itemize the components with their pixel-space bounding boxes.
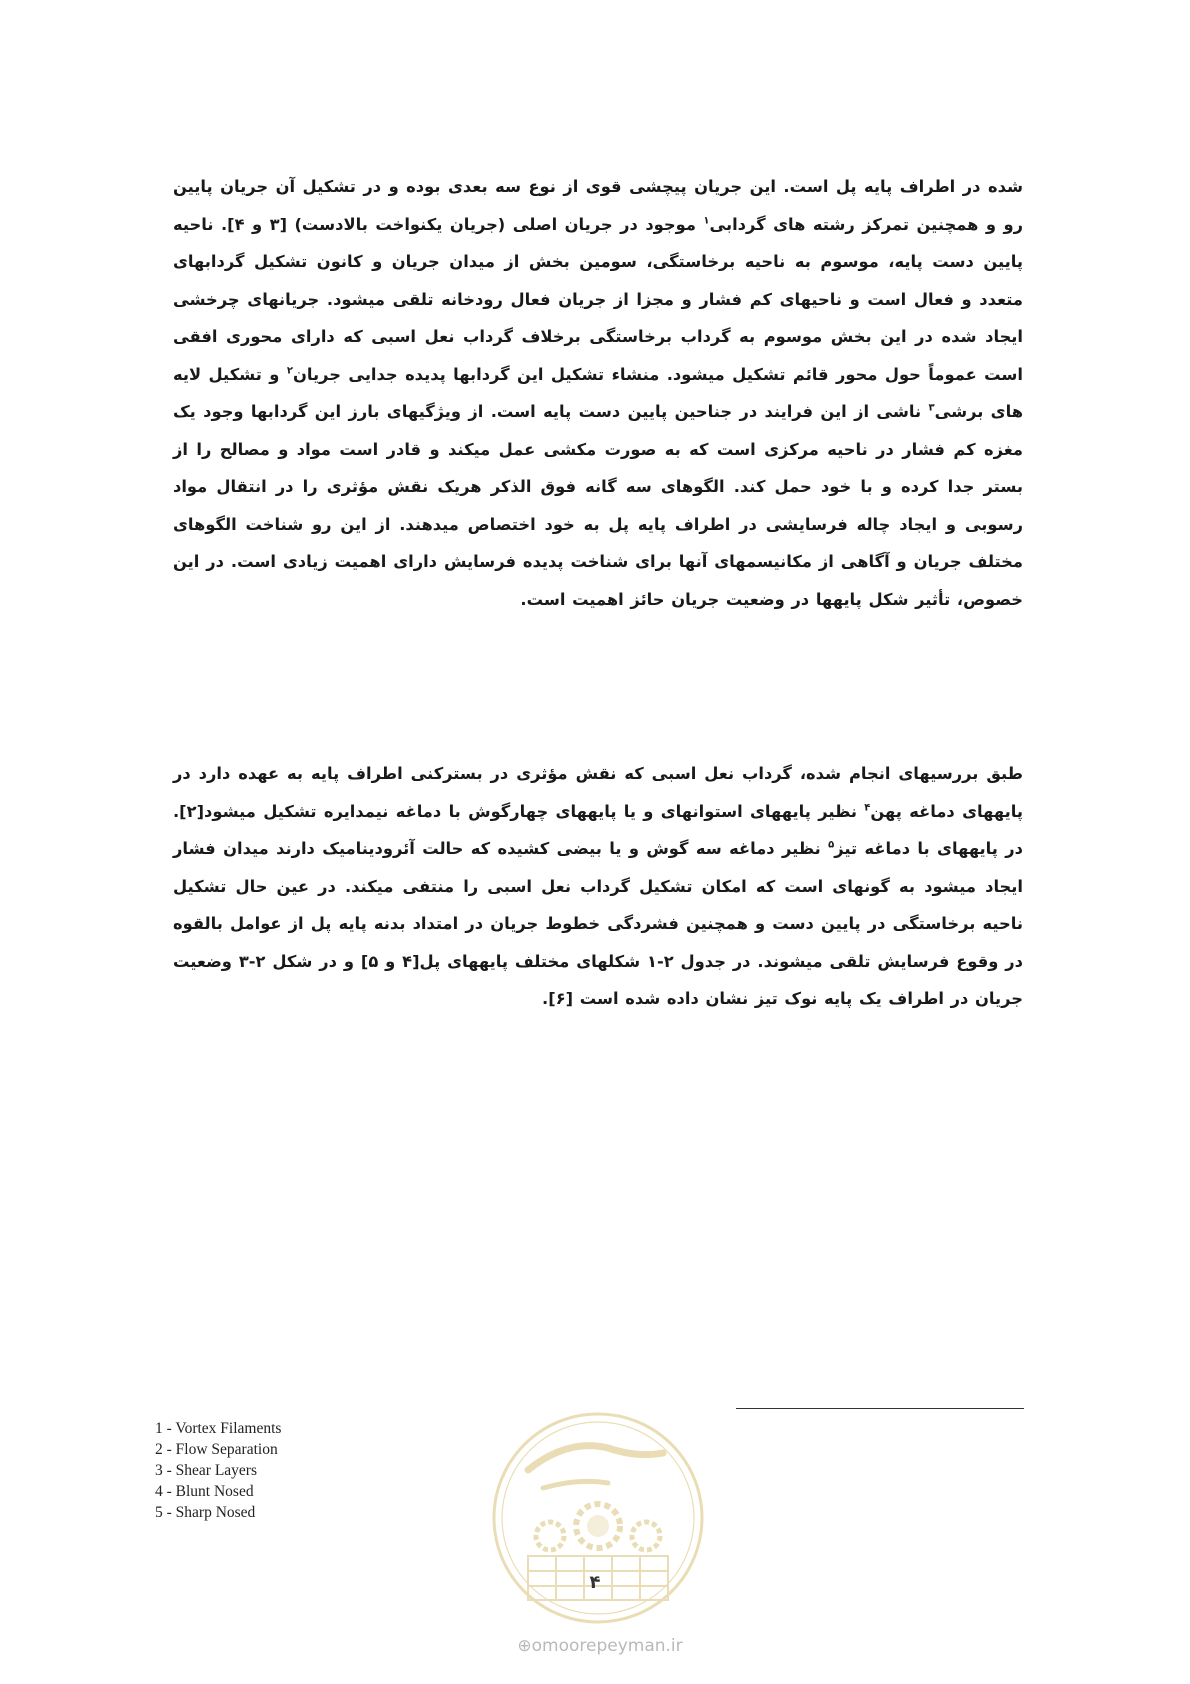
footnote-marker-2[interactable]: ۲ [286,365,293,377]
body-paragraph-2: طبق بررسیهای انجام شده، گرداب نعل اسبی که نقش مؤثری در بسترکنی اطراف پایه به عهده دارد در پایههای دماغه پهن$^۴$ نظیر پایههای استوانهای و یا پایههای چهارگوش با دماغه نیمدایره تشکیل میشود[۲]. در پایههای با دماغه تیز$^۵$ نظیر دماغه سه گوش و یا بیضی کشیده که حالت آئرودینامیک دارند میدان فشار ایجاد میشود به گونهای است که امکان تشکیل گرداب نعل اسبی را منتفی میکند. در عین حال تشکیل ناحیه برخاستگی در پایین دست و همچنین فشردگی خطوط جریان در امتداد بدنه پایه پل از عوامل بالقوه در وقوع فرسایش تلقی میشوند. در جدول ۲-۱ شکلهای مختلف پایههای پل[۴ و ۵] و در شکل ۲-۳ وضعیت جریان در اطراف یک پایه نوک تیز نشان داده شده است [۶]. [173,764,1024,1008]
body-paragraph-1: شده در اطراف پایه پل است. این جریان پیچشی قوی از نوع سه بعدی بوده و در تشکیل آن جریان پایین رو و همچنین تمرکز رشته های گردابی$^۱$ موجود در جریان اصلی (جریان یکنواخت بالادست) [۳ و ۴]. ناحیه پایین دست پایه، موسوم به ناحیه برخاستگی، سومین بخش از میدان جریان و کانون تشکیل گردابهای متعدد و فعال است و ناحیهای کم فشار و مجزا از جریان فعال رودخانه تلقی میشود. جریانهای چرخشی ایجاد شده در این بخش موسوم به گرداب برخاستگی برخلاف گرداب نعل اسبی که دارای محوری افقی است عموماً حول محور قائم تشکیل میشود. منشاء تشکیل این گردابها پدیده جدایی جریان$^۲$ و تشکیل لایه های برشی$^۳$ ناشی از این فرایند در جناحین پایین دست پایه است. از ویژگیهای بارز این گردابها وجود یک مغزه کم فشار در ناحیه مرکزی است که به صورت مکشی عمل میکند و قادر است مواد و مصالح را از بستر جدا کرده و با خود حمل کند. الگوهای سه گانه فوق الذکر هریک نقش مؤثری را در انتقال مواد رسوبی و ایجاد چاله فرسایشی در اطراف پایه پل به خود اختصاص میدهند. از این رو شناخت الگوهای مختلف جریان و آگاهی از مکانیسمهای آنها برای شناخت پدیده فرسایش دارای اهمیت زیادی است. در این خصوص، تأثیر شکل پایهها در وضعیت جریان حائز اهمیت است. [173,177,1023,609]
footnote-item: 4 - Blunt Nosed [155,1483,254,1500]
footnote-item: 2 - Flow Separation [155,1441,278,1458]
footnote-marker-4[interactable]: ۴ [864,802,871,814]
footnote-marker-5[interactable]: ۵ [828,839,835,851]
footnote-list [155,1418,281,1523]
page-number: ۴ [589,1572,601,1593]
footnote-marker-3[interactable]: ۳ [928,402,935,414]
globe-icon: ⊕ [517,1636,532,1656]
watermark-logo-icon [488,1408,708,1628]
watermark-site: ⊕omoorepeyman.ir [517,1636,683,1656]
footnote-item: 5 - Sharp Nosed [155,1504,256,1521]
footnote-item: 1 - Vortex Filaments [155,1420,282,1437]
footnote-separator [736,1408,1024,1409]
footnote-item: 3 - Shear Layers [155,1462,257,1479]
footnote-marker-1[interactable]: ۱ [703,215,710,227]
